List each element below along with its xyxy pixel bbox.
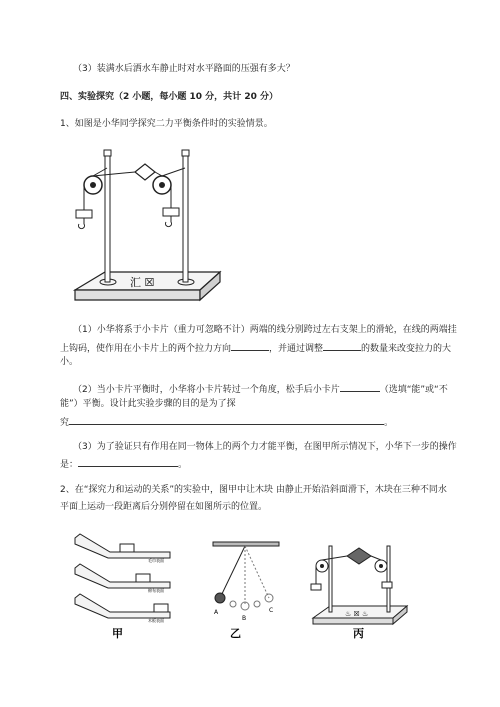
point-c-label: C: [269, 607, 274, 614]
problem1-intro: 1、如图是小华同学探究二力平衡条件时的实验情景。: [60, 119, 273, 129]
label-yi: 乙: [230, 627, 241, 640]
p3-line2: [60, 456, 187, 472]
section-title: 四、实验探究（2 小题，每小题 10 分，共计 20 分）: [60, 92, 278, 102]
svg-text:♨ ☒ ♨: ♨ ☒ ♨: [345, 610, 369, 618]
p1-line2-text-c: 的数量来改变拉力的大: [361, 344, 452, 354]
problem2-line2: 平面上运动一段距离后分别停留在如图所示的位置。: [60, 502, 268, 512]
p1-line2: [60, 340, 451, 356]
figure-bing-apparatus: [305, 538, 415, 640]
p2-line3: [60, 414, 393, 430]
p1-line2-text-a: 上钩码，使作用在小卡片上的两个拉力方向: [60, 344, 232, 354]
blank-can-balance[interactable]: [340, 381, 380, 392]
figure-jia-inclines: [70, 530, 190, 640]
figure-yi-pendulum: [205, 540, 285, 640]
p1-line3: 小。: [60, 357, 79, 367]
p2-line3-text-b: 。: [384, 418, 394, 428]
p1-line2-text-b: ，并通过调整: [269, 344, 324, 354]
p3-line2-text-b: 。: [178, 460, 188, 470]
p2-line1-text-b: （选填“能”或“不: [379, 385, 448, 395]
surface1-label: 毛巾表面: [148, 558, 164, 563]
blank-next-step[interactable]: [78, 456, 178, 467]
question-3-text: （3）装满水后洒水车静止时对水平路面的压强有多大？: [73, 64, 295, 74]
p3-line1: （3）为了验证只有作用在同一物体上的两个力才能平衡，在图甲所示情况下，小华下一步的操作: [73, 442, 457, 452]
p3-line2-text-a: 是：: [60, 460, 79, 470]
svg-text:汇 ☒: 汇 ☒: [130, 276, 155, 289]
point-a-label: A: [214, 609, 219, 616]
label-bing: 丙: [353, 627, 364, 640]
p2-line2: 能”）平衡。设计此实验步骤的目的是为了探: [60, 399, 236, 409]
p1-line1: （1）小华将系于小卡片（重力可忽略不计）两端的线分别跨过左右支架上的滑轮，在线的两端挂: [73, 325, 457, 335]
figure-balance-apparatus: [60, 140, 230, 310]
point-b-label: B: [242, 615, 247, 622]
blank-adjust-quantity[interactable]: [323, 340, 361, 351]
p2-line1: [73, 381, 448, 397]
surface2-label: 棉布表面: [148, 588, 164, 593]
blank-force-direction[interactable]: [231, 340, 269, 351]
label-jia: 甲: [112, 627, 123, 640]
blank-purpose[interactable]: [69, 414, 384, 425]
problem2-line1: 2、在“探究力和运动的关系”的实验中，图甲中让木块 由静止开始沿斜面滑下，木块在三种不同水: [60, 485, 447, 495]
p2-line1-text-a: （2）当小卡片平衡时，小华将小卡片转过一个角度，松手后小卡片: [73, 385, 340, 395]
surface3-label: 木板表面: [148, 618, 164, 623]
p2-line3-text-a: 究: [60, 418, 70, 428]
